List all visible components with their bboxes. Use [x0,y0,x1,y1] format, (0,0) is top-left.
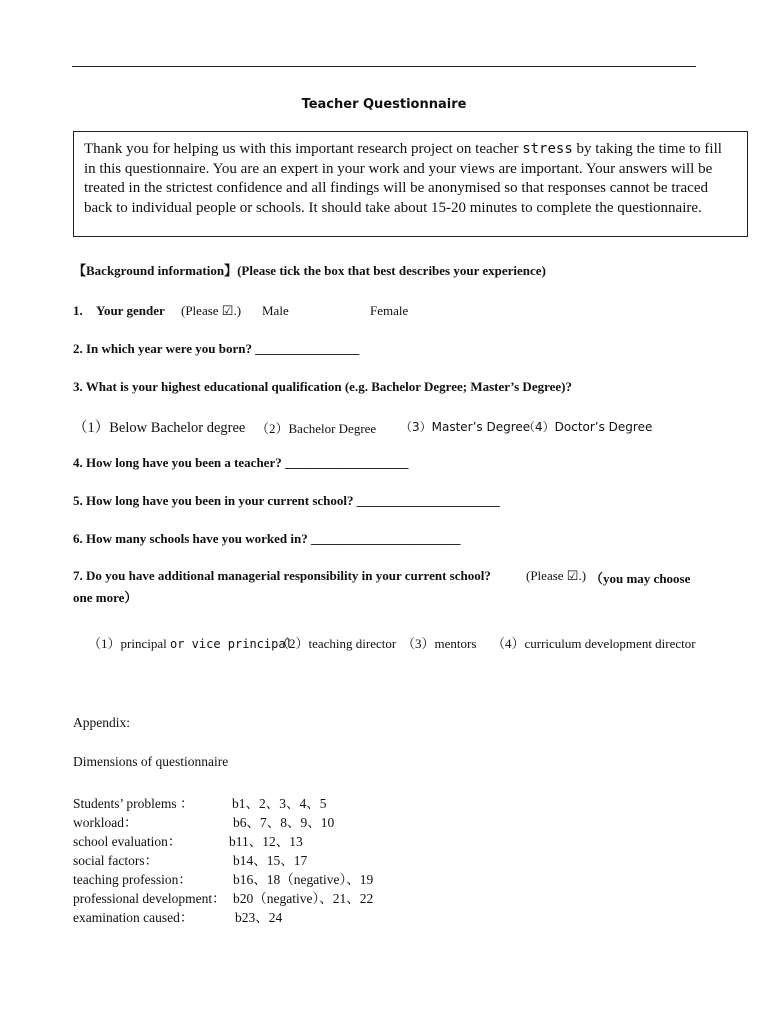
q7-option-1[interactable] [88,633,293,652]
q3-option-3[interactable]: （3）Master’s Degree [400,420,531,434]
dimension-items: b16、18（negative）、19 [233,872,374,887]
dimension-label: examination caused： [73,910,194,925]
intro-box [73,131,748,237]
q1-label: Your gender [96,303,165,318]
q7-tail: （you may choose [590,571,691,586]
dimension-items: b23、24 [235,910,283,925]
q7-option-3[interactable]: （3）mentors [402,636,477,651]
q7-question: 7. Do you have additional managerial responsibility in your current school? [73,568,491,583]
q7-option-1-text: （1）principal [88,636,170,651]
q7-option-1-mono: or vice principal [169,637,293,651]
header-rule [72,66,696,67]
dimension-label: professional development： [73,891,226,906]
q5-question: 5. How long have you been in your current school? ______________________ [73,493,500,508]
dimension-label: school evaluation： [73,834,182,849]
q7-tail-line2: one more） [73,590,138,605]
dimension-label: Students’ problems ： [73,796,194,811]
q3-option-1[interactable]: （1）Below Bachelor degree [73,420,246,436]
q2-question: 2. In which year were you born? ________________ [73,341,360,356]
intro-text-start: Thank you for helping us with this important research project on teacher [84,141,523,157]
q1-hint: (Please ☑.) [181,303,242,318]
q4-question: 4. How long have you been a teacher? ___________________ [73,455,409,470]
dimension-items: b14、15、17 [233,853,308,868]
page-title: Teacher Questionnaire [301,97,467,112]
q6-question: 6. How many schools have you worked in? _______________________ [73,531,461,546]
background-heading: 【Background information】(Please tick the box that best describes your experience) [73,263,546,278]
dimension-items: b20（negative）、21、22 [233,891,374,906]
q1-option-male[interactable]: Male [262,303,289,318]
dimension-items: b6、7、8、9、10 [233,815,335,830]
dimension-label: social factors： [73,853,159,868]
q3-question: 3. What is your highest educational qualification (e.g. Bachelor Degree; Master’s Degree)? [73,379,572,394]
q3-option-2[interactable]: （2）Bachelor Degree [256,421,377,436]
intro-text-end: by taking the time to fill in this questionnaire. You are an expert in your work and your views are important. Your answers will be treated in the strictest confidence and all findings will be anonymised so that responses cannot be traced back to individual people or schools. It should take about 15-20 minutes to complete the questionnaire. [84,141,722,216]
dimension-label: workload： [73,815,138,830]
q1-option-female[interactable]: Female [370,303,409,318]
dimension-items: b11、12、13 [229,834,303,849]
appendix-subheading: Dimensions of questionnaire [73,754,229,769]
q3-option-4[interactable]: （4）Doctor’s Degree [523,420,653,434]
q7-hint: (Please ☑.) [526,568,587,583]
dimension-items: b1、2、3、4、5 [232,796,327,811]
q1-number: 1. [73,303,83,318]
dimension-label: teaching profession： [73,872,192,887]
q7-option-2[interactable]: （2）teaching director [276,636,397,651]
intro-keyword: stress [522,141,573,157]
q7-option-4[interactable]: （4）curriculum development director [492,636,696,651]
appendix-heading: Appendix: [73,715,130,730]
